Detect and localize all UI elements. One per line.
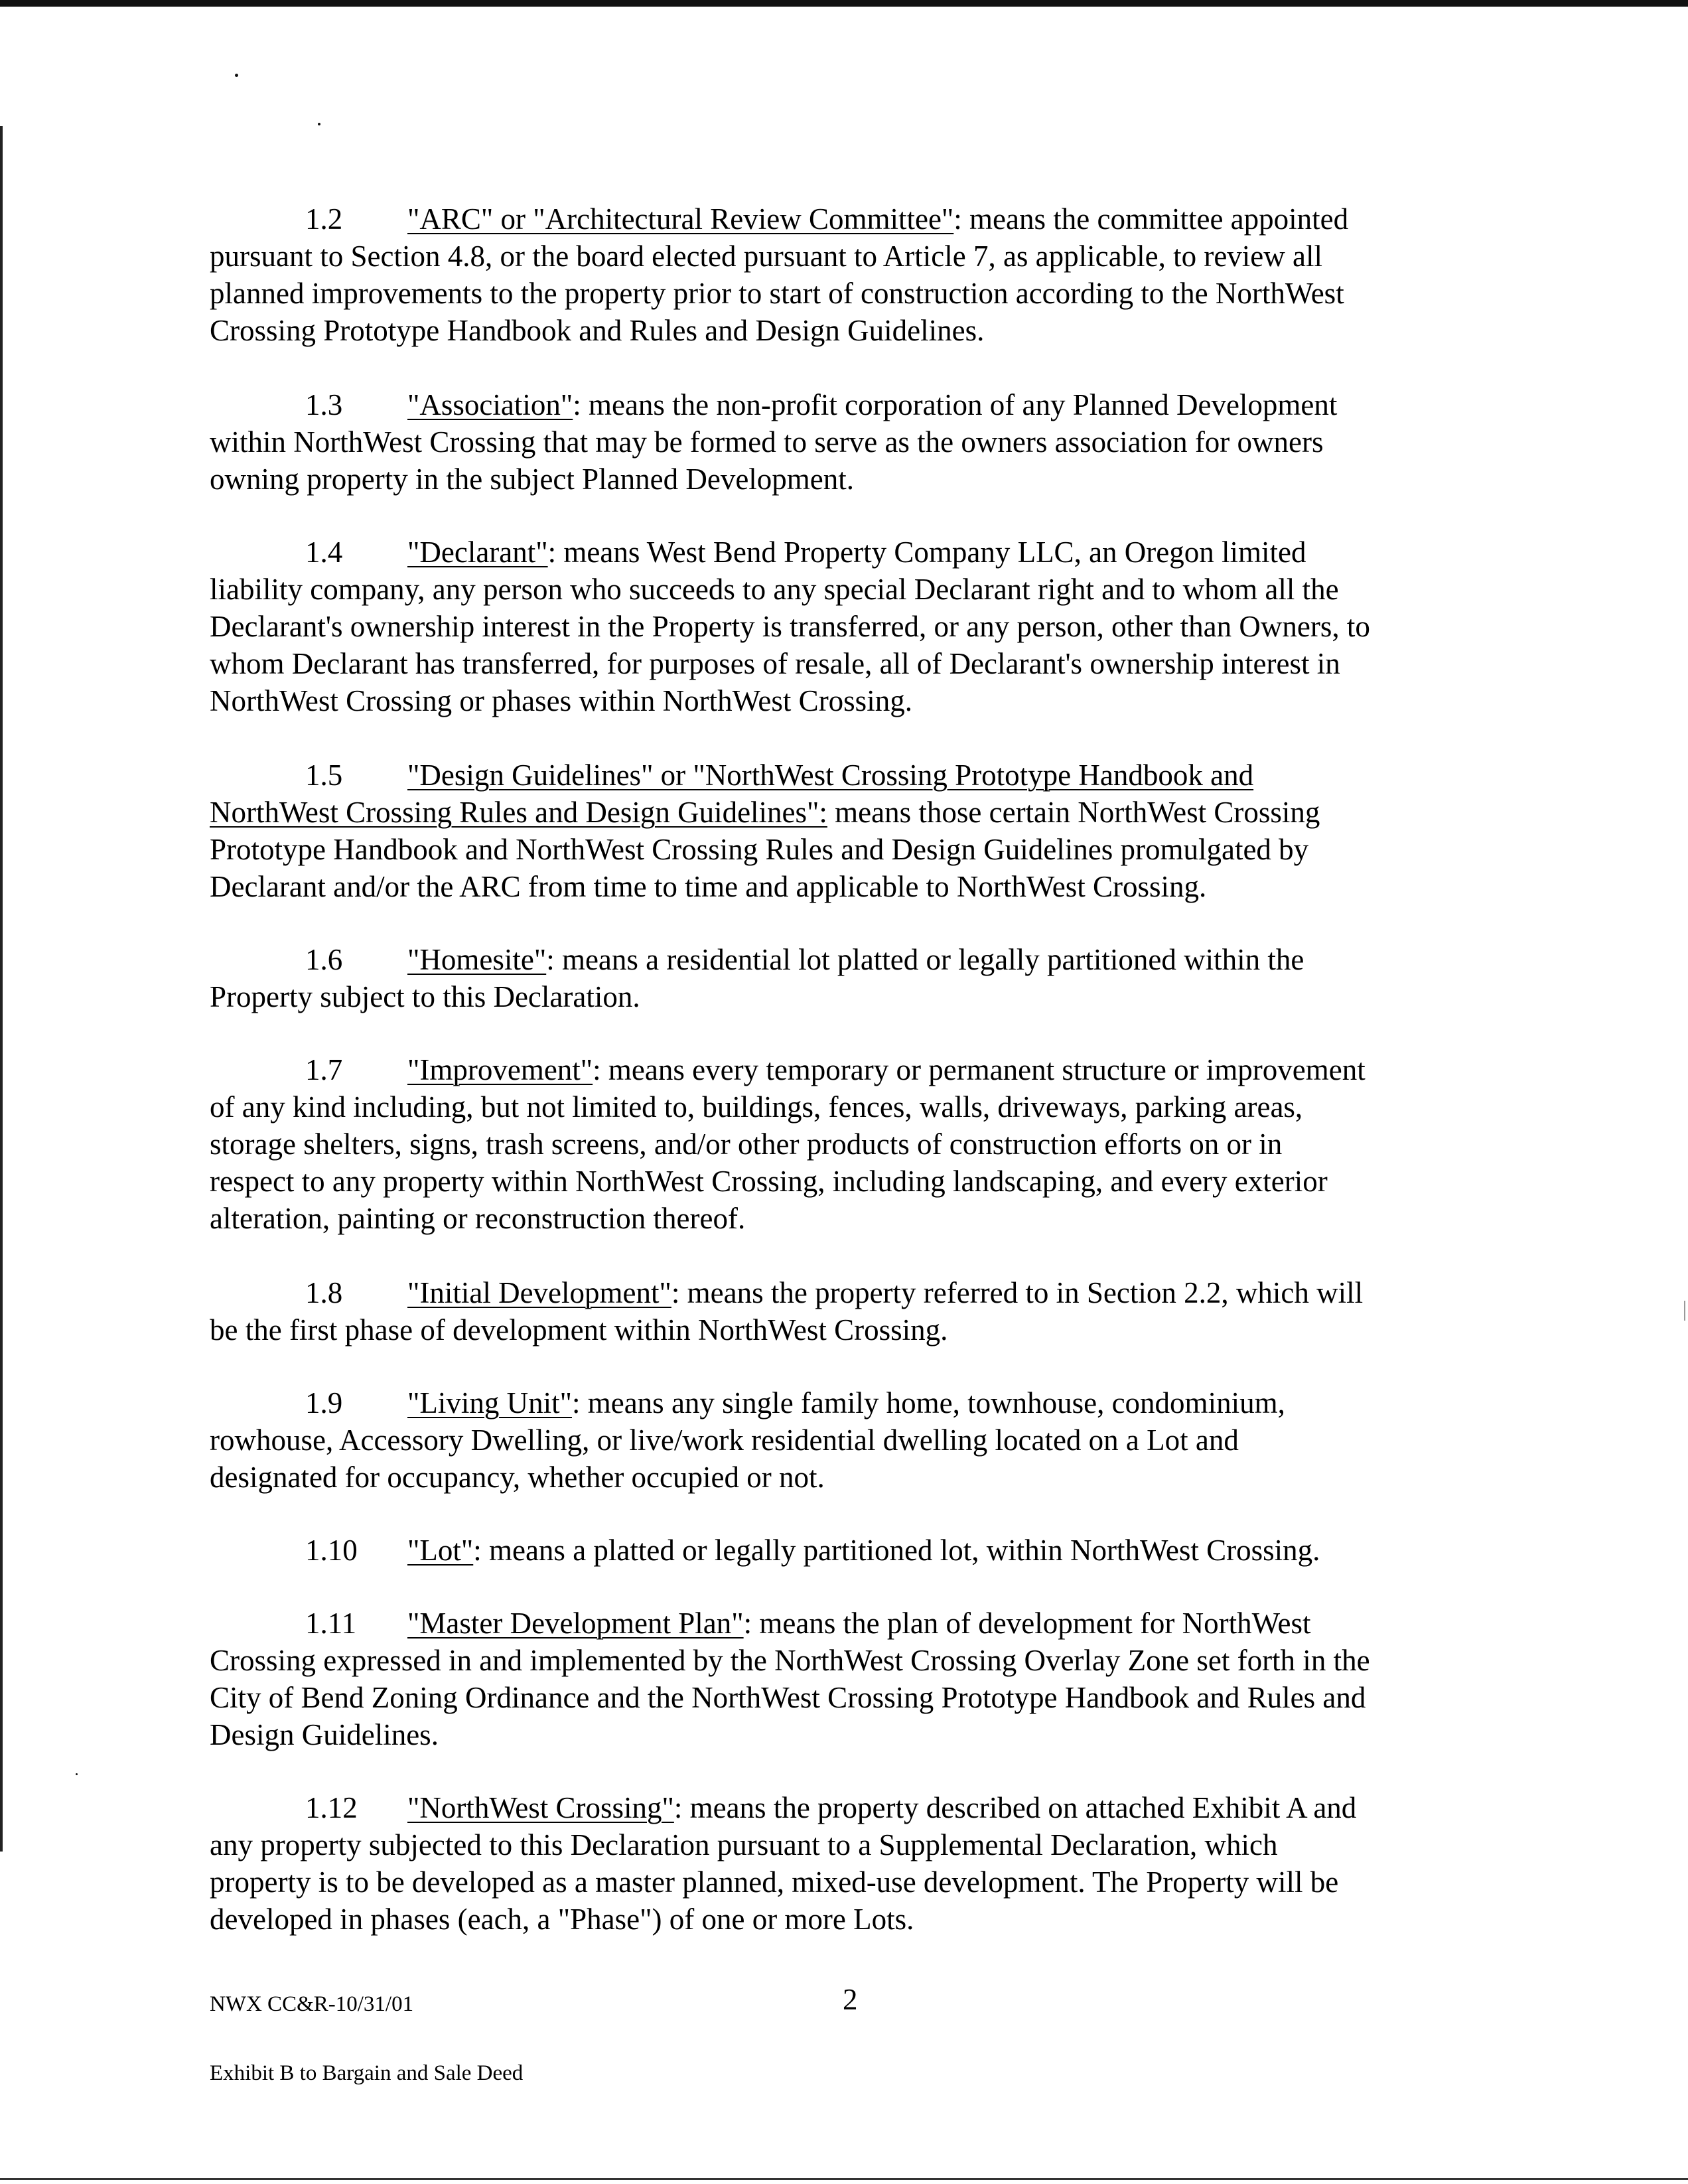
section-1-8-line: be the first phase of development within NorthWest Crossing.	[210, 1313, 948, 1347]
section-1-4-first-line	[305, 534, 1306, 571]
section-1-3-line: owning property in the subject Planned Development.	[210, 463, 855, 496]
scan-speck	[318, 123, 320, 125]
section-1-9-line: designated for occupancy, whether occupied or not.	[210, 1461, 825, 1494]
footer-exhibit: Exhibit B to Bargain and Sale Deed	[210, 2061, 524, 2085]
section-1-4-line: whom Declarant has transferred, for purposes of resale, all of Declarant's ownership interest in	[210, 647, 1340, 680]
section-1-11-first-line	[305, 1605, 1311, 1642]
section-1-7-line: alteration, painting or reconstruction thereof.	[210, 1202, 746, 1235]
defined-term: "Improvement"	[407, 1053, 593, 1086]
defined-term: "NorthWest Crossing"	[407, 1791, 674, 1824]
section-1-11-line: Design Guidelines.	[210, 1718, 439, 1751]
section-number: 1.12	[305, 1791, 358, 1824]
section-1-7-line: respect to any property within NorthWest Crossing, including landscaping, and every exterior	[210, 1165, 1328, 1198]
scan-speck	[235, 74, 238, 77]
defined-term: "Living Unit"	[407, 1386, 572, 1420]
section-1-5-first-line	[305, 757, 1253, 794]
section-1-9-first-line	[305, 1384, 1285, 1421]
section-number: 1.8	[305, 1276, 343, 1309]
footer-doc-id: NWX CC&R-10/31/01	[210, 1992, 414, 2016]
section-number: 1.3	[305, 388, 343, 421]
section-number: 1.9	[305, 1386, 343, 1420]
section-1-12-line: developed in phases (each, a "Phase") of one or more Lots.	[210, 1903, 914, 1936]
section-1-7-first-line	[305, 1051, 1366, 1088]
definition-text: : means every temporary or permanent structure or improvement	[593, 1053, 1366, 1086]
scan-edge-bottom	[0, 2178, 1688, 2180]
definition-text: : means the non-profit corporation of any Planned Development	[573, 388, 1338, 421]
section-1-5-second-line	[210, 794, 1320, 831]
scan-edge-left	[0, 126, 3, 1852]
definition-text: : means any single family home, townhouse, condominium,	[571, 1386, 1285, 1420]
section-1-5-line: Declarant and/or the ARC from time to time and applicable to NorthWest Crossing.	[210, 870, 1207, 903]
scan-edge-top	[0, 0, 1688, 7]
section-1-8-first-line	[305, 1274, 1363, 1311]
section-1-7-line: of any kind including, but not limited to, buildings, fences, walls, driveways, parking areas,	[210, 1090, 1303, 1124]
section-1-2-line: pursuant to Section 4.8, or the board elected pursuant to Article 7, as applicable, to review all	[210, 240, 1322, 273]
section-number: 1.7	[305, 1053, 343, 1086]
section-1-6-line: Property subject to this Declaration.	[210, 980, 640, 1013]
section-1-10-first-line	[305, 1532, 1320, 1569]
defined-term: "Master Development Plan"	[407, 1607, 744, 1640]
section-1-12-line: property is to be developed as a master planned, mixed-use development. The Property will be	[210, 1865, 1339, 1899]
section-number: 1.11	[305, 1607, 357, 1640]
section-1-9-line: rowhouse, Accessory Dwelling, or live/work residential dwelling located on a Lot and	[210, 1423, 1239, 1457]
definition-text: : means West Bend Property Company LLC, an Oregon limited	[547, 536, 1306, 569]
section-1-4-line: liability company, any person who succeeds to any special Declarant right and to whom all the	[210, 573, 1339, 606]
defined-term-continued: NorthWest Crossing Rules and Design Guidelines":	[210, 796, 827, 829]
section-1-3-first-line	[305, 386, 1337, 423]
section-1-2-line: Crossing Prototype Handbook and Rules and Design Guidelines.	[210, 314, 985, 347]
definition-text: : means a residential lot platted or legally partitioned within the	[546, 943, 1304, 976]
definition-text: : means a platted or legally partitioned lot, within NorthWest Crossing.	[473, 1534, 1320, 1567]
section-1-12-first-line	[305, 1789, 1356, 1826]
section-1-4-line: NorthWest Crossing or phases within NorthWest Crossing.	[210, 684, 912, 717]
definition-text: : means the property referred to in Section 2.2, which will	[671, 1276, 1364, 1309]
scan-speck	[76, 1773, 78, 1775]
section-1-6-first-line	[305, 941, 1304, 978]
section-1-11-line: City of Bend Zoning Ordinance and the NorthWest Crossing Prototype Handbook and Rules and	[210, 1681, 1366, 1714]
defined-term: "Declarant"	[407, 536, 548, 569]
defined-term: "Initial Development"	[407, 1276, 671, 1309]
section-1-11-line: Crossing expressed in and implemented by the NorthWest Crossing Overlay Zone set forth in the	[210, 1644, 1370, 1677]
section-number: 1.10	[305, 1534, 358, 1567]
section-number: 1.2	[305, 202, 343, 236]
section-1-3-line: within NorthWest Crossing that may be formed to serve as the owners association for owners	[210, 425, 1324, 459]
section-1-7-line: storage shelters, signs, trash screens, and/or other products of construction efforts on or in	[210, 1128, 1283, 1161]
defined-term: "Design Guidelines" or "NorthWest Crossing Prototype Handbook and	[407, 759, 1254, 792]
definition-text: means those certain NorthWest Crossing	[827, 796, 1320, 829]
scan-mark	[1684, 1301, 1685, 1321]
defined-term: "ARC" or "Architectural Review Committee"	[407, 202, 954, 236]
section-1-12-line: any property subjected to this Declaration pursuant to a Supplemental Declaration, which	[210, 1828, 1278, 1861]
section-number: 1.5	[305, 759, 343, 792]
section-1-4-line: Declarant's ownership interest in the Property is transferred, or any person, other than Owners, to	[210, 610, 1370, 643]
defined-term: "Association"	[407, 388, 573, 421]
section-number: 1.4	[305, 536, 343, 569]
section-1-2-line: planned improvements to the property prior to start of construction according to the NorthWest	[210, 277, 1344, 310]
page-number: 2	[843, 1983, 858, 2016]
definition-text: : means the property described on attached Exhibit A and	[673, 1791, 1357, 1824]
definition-text: : means the committee appointed	[953, 202, 1349, 236]
defined-term: "Lot"	[407, 1534, 474, 1567]
section-1-5-line: Prototype Handbook and NorthWest Crossing Rules and Design Guidelines promulgated by	[210, 833, 1309, 866]
section-1-2-first-line	[305, 200, 1348, 238]
defined-term: "Homesite"	[407, 943, 547, 976]
definition-text: : means the plan of development for NorthWest	[743, 1607, 1311, 1640]
section-number: 1.6	[305, 943, 343, 976]
